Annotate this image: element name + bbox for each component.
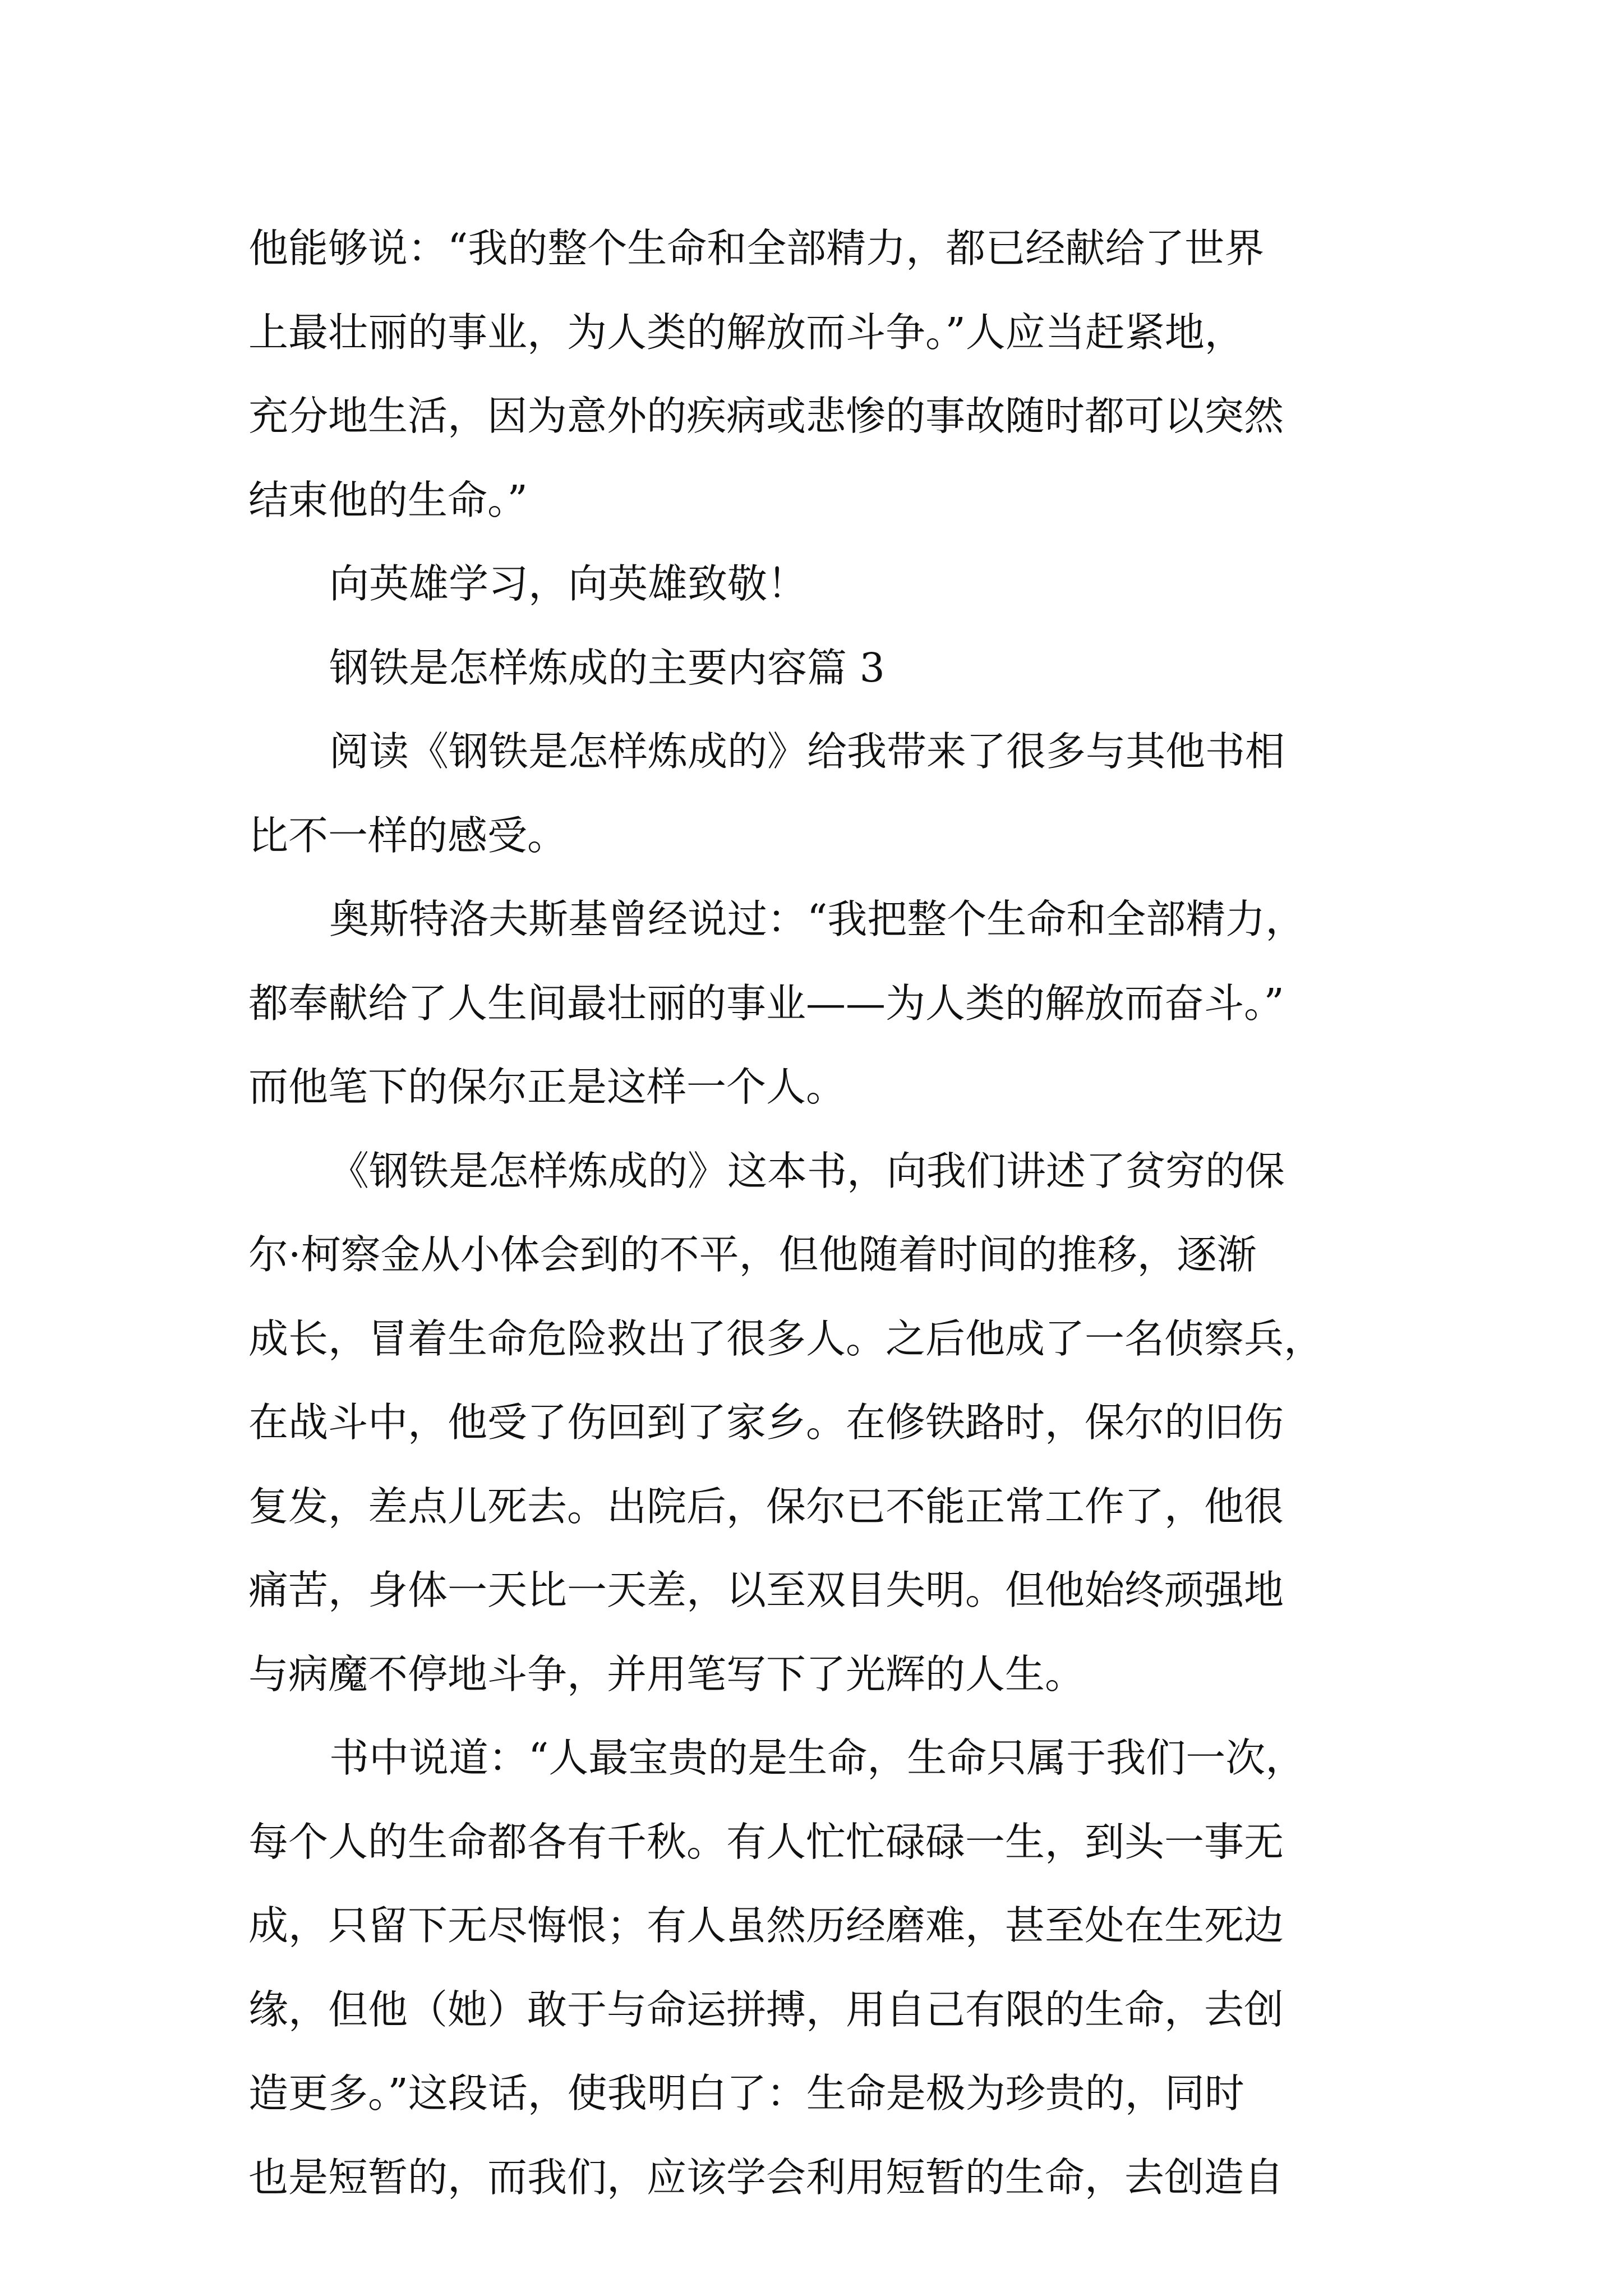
paragraph-first-line: 阅读《钢铁是怎样炼成的》给我带来了很多与其他书相 xyxy=(329,728,1285,775)
text-line: 缘，但他（她）敢于与命运拼搏，用自己有限的生命，去创 xyxy=(248,1986,1284,2033)
text-line: 他能够说：“我的整个生命和全部精力，都已经献给了世界 xyxy=(248,225,1265,272)
text-line: 比不一样的感受。 xyxy=(248,812,568,859)
body-text xyxy=(248,206,1387,2219)
paragraph-first-line: 书中说道：“人最宝贵的是生命，生命只属于我们一次， xyxy=(329,1734,1306,1781)
text-line: 上最壮丽的事业，为人类的解放而斗争。”人应当赶紧地， xyxy=(248,309,1244,356)
text-line: 在战斗中，他受了伤回到了家乡。在修铁路时，保尔的旧伤 xyxy=(248,1399,1284,1446)
text-line: 痛苦，身体一天比一天差，以至双目失明。但他始终顽强地 xyxy=(248,1567,1284,1613)
text-line: 也是短暂的，而我们，应该学会利用短暂的生命，去创造自 xyxy=(248,2154,1284,2201)
text-line: 都奉献给了人生间最壮丽的事业——为人类的解放而奋斗。” xyxy=(248,979,1284,1027)
text-line: 充分地生活，因为意外的疾病或悲惨的事故随时都可以突然 xyxy=(248,393,1284,439)
text-line: 成，只留下无尽悔恨；有人虽然历经磨难，甚至处在生死边 xyxy=(248,1902,1284,1949)
text-line: 而他笔下的保尔正是这样一个人。 xyxy=(248,1064,846,1110)
paragraph-first-line: 奥斯特洛夫斯基曾经说过：“我把整个生命和全部精力， xyxy=(329,896,1306,942)
paragraph-first-line: 向英雄学习，向英雄致敬！ xyxy=(329,560,808,607)
text-line: 每个人的生命都各有千秋。有人忙忙碌碌一生，到头一事无 xyxy=(248,1818,1284,1865)
text-line: 尔·柯察金从小体会到的不平，但他随着时间的推移，逐渐 xyxy=(248,1231,1257,1278)
text-line: 结束他的生命。” xyxy=(248,476,528,523)
text-line: 成长，冒着生命危险救出了很多人。之后他成了一名侦察兵， xyxy=(248,1315,1324,1362)
text-line: 造更多。”这段话，使我明白了：生命是极为珍贵的，同时 xyxy=(248,2070,1244,2116)
paragraph-first-line: 《钢铁是怎样炼成的》这本书，向我们讲述了贫穷的保 xyxy=(329,1147,1285,1194)
text-line: 复发，差点儿死去。出院后，保尔已不能正常工作了，他很 xyxy=(248,1483,1284,1530)
paragraph-first-line: 钢铁是怎样炼成的主要内容篇 3 xyxy=(329,644,885,691)
text-line: 与病魔不停地斗争，并用笔写下了光辉的人生。 xyxy=(248,1650,1085,1697)
